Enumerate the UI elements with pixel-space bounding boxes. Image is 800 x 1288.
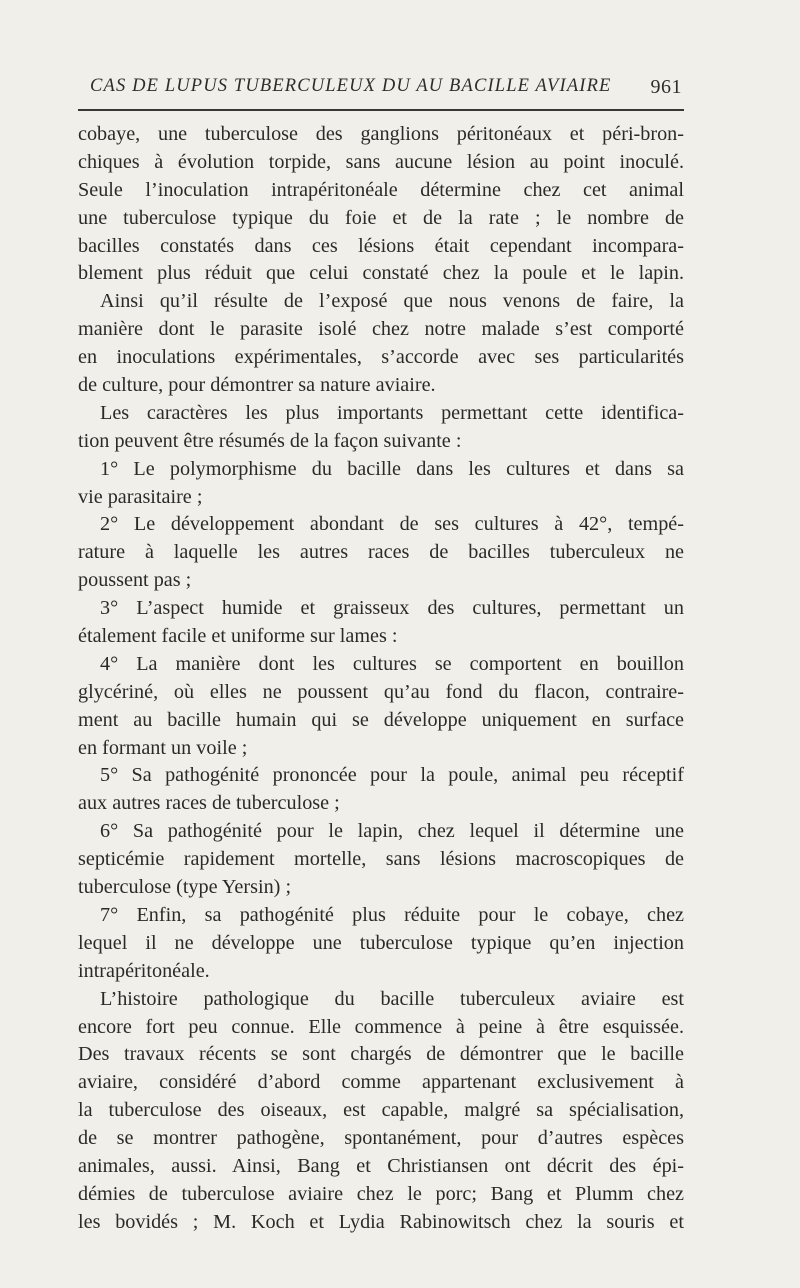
text-line: les bovidés ; M. Koch et Lydia Rabinowitsch chez la souris et [78,1210,684,1233]
text-line: aux autres races de tuberculose ; [78,792,340,815]
running-head [80,74,682,104]
text-line: vie parasitaire ; [78,485,203,508]
text-line: encore fort peu connue. Elle commence à peine à être esquissée. [78,1015,684,1038]
text-line: tuberculose (type Yersin) ; [78,876,292,899]
body-text [78,121,684,1237]
text-line: Seule l’inoculation intrapéritonéale détermine chez cet animal [78,178,684,201]
text-line: Ainsi qu’il résulte de l’exposé que nous venons de faire, la [100,290,684,313]
text-line: tion peuvent être résumés de la façon suivante : [78,429,462,452]
text-line: glycériné, où elles ne poussent qu’au fond du flacon, contraire- [78,680,684,703]
text-line: Des travaux récents se sont chargés de démontrer que le bacille [78,1043,684,1066]
page-number: 961 [650,76,682,98]
text-line: Les caractères les plus importants permettant cette identifica- [100,401,684,424]
header-rule [78,109,684,111]
text-line: 6° Sa pathogénité pour le lapin, chez lequel il détermine une [100,820,684,843]
text-line: poussent pas ; [78,569,192,592]
text-line: animales, aussi. Ainsi, Bang et Christiansen ont décrit des épi- [78,1154,684,1177]
text-line: étalement facile et uniforme sur lames : [78,625,398,648]
text-line: en inoculations expérimentales, s’accorde avec ses particularités [78,346,684,369]
text-line: blement plus réduit que celui constaté chez la poule et le lapin. [78,262,684,285]
text-line: la tuberculose des oiseaux, est capable, malgré sa spécialisation, [78,1099,684,1122]
text-line: bacilles constatés dans ces lésions était cependant incompara- [78,234,684,257]
text-line: de culture, pour démontrer sa nature aviaire. [78,374,436,397]
text-line: 4° La manière dont les cultures se comportent en bouillon [100,652,684,675]
text-line: aviaire, considéré d’abord comme appartenant exclusivement à [78,1071,684,1094]
text-line: 2° Le développement abondant de ses cultures à 42°, tempé- [100,513,684,536]
text-line: cobaye, une tuberculose des ganglions péritonéaux et péri-bron- [78,123,684,145]
text-line: démies de tuberculose aviaire chez le porc; Bang et Plumm chez [78,1182,684,1205]
text-line: 1° Le polymorphisme du bacille dans les cultures et dans sa [100,457,684,480]
text-line: rature à laquelle les autres races de bacilles tuberculeux ne [78,541,684,564]
running-title: CAS DE LUPUS TUBERCULEUX DU AU BACILLE AVIAIRE [90,76,612,96]
text-line: une tuberculose typique du foie et de la rate ; le nombre de [78,206,684,229]
text-line: manière dont le parasite isolé chez notre malade s’est comporté [78,318,684,341]
text-line: chiques à évolution torpide, sans aucune lésion au point inoculé. [78,150,684,173]
text-line: en formant un voile ; [78,736,248,759]
text-line: de se montrer pathogène, spontanément, pour d’autres espèces [78,1127,684,1150]
text-line: 7° Enfin, sa pathogénité plus réduite pour le cobaye, chez [100,903,684,926]
text-line: 3° L’aspect humide et graisseux des cultures, permettant un [100,597,684,620]
text-line: septicémie rapidement mortelle, sans lésions macroscopiques de [78,848,684,871]
text-line: ment au bacille humain qui se développe uniquement en surface [78,708,684,731]
text-line: intrapéritonéale. [78,959,210,982]
text-line: L’histoire pathologique du bacille tuberculeux aviaire est [100,987,684,1010]
text-line: lequel il ne développe une tuberculose typique qu’en injection [78,931,684,954]
text-line: 5° Sa pathogénité prononcée pour la poule, animal peu réceptif [100,764,684,787]
